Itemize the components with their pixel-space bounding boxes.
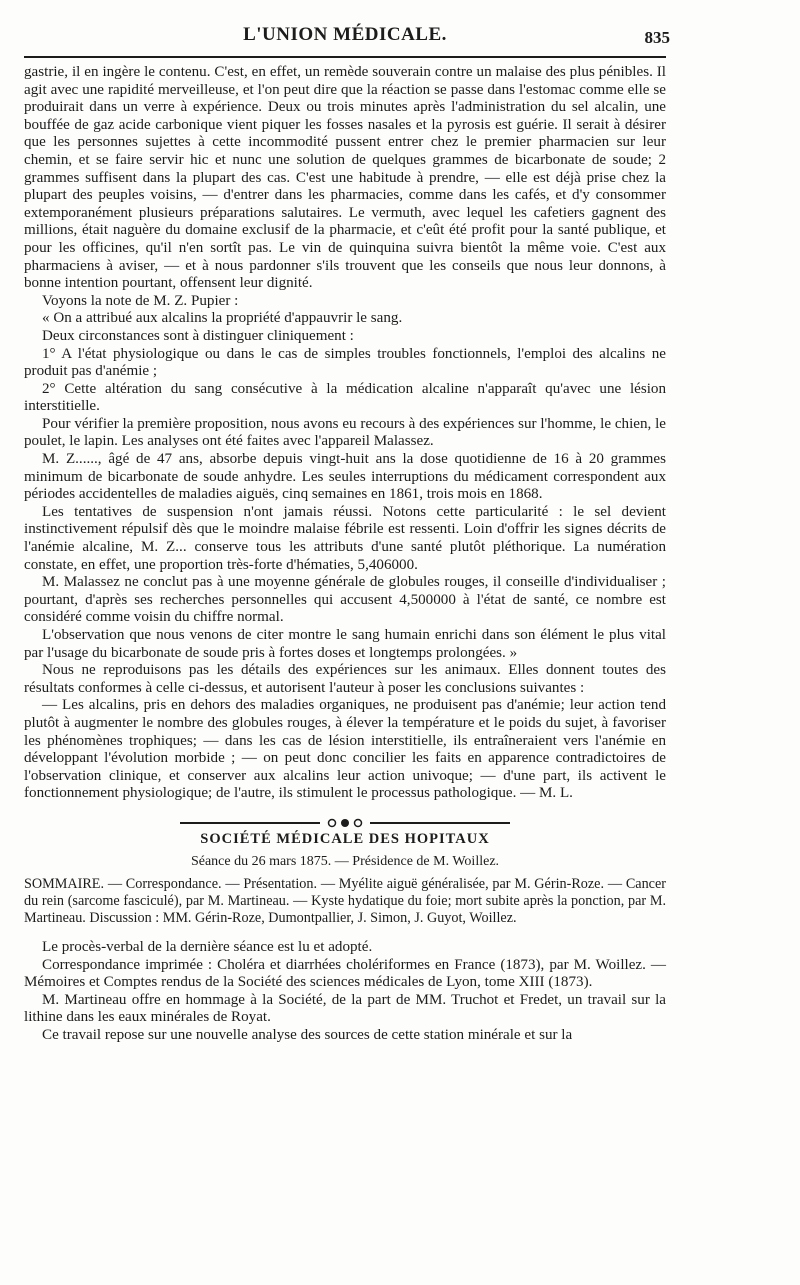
paragraph: 2° Cette altération du sang consécutive à la médication alcaline n'apparaît qu'avec une lésion interstitielle. — [24, 380, 666, 415]
paragraph: L'observation que nous venons de citer montre le sang humain enrichi dans son élément le plus vital par l'usage du bicarbonate de soude pris à fortes doses et longtemps prolongées. » — [24, 627, 666, 661]
paragraph: 1° A l'état physiologique ou dans le cas de simples troubles fonctionnels, l'emploi des alcalins ne produit pas d'anémie ; — [24, 345, 666, 380]
session-summary: SOMMAIRE. — Correspondance. — Présentation. — Myélite aiguë généralisée, par M. Gérin-Roze. — Cancer du rein (sarcome fasciculé), par M. Martineau. — Kyste hydatique du foie; mort subite après la ponction, par M. Martineau. Discussion : MM. Gérin-Roze, Dumontpallier, J. Simon, J. Guyot, Woillez. — [24, 875, 666, 926]
article-body — [24, 64, 666, 803]
paragraph: Voyons la note de M. Z. Pupier : — [42, 292, 239, 309]
paragraph: Deux circonstances sont à distinguer cliniquement : — [42, 327, 354, 344]
spacer — [24, 927, 666, 939]
paragraph: M. Z......, âgé de 47 ans, absorbe depuis vingt-huit ans la dose quotidienne de 16 à 20 grammes minimum de bicarbonate de soude anhydre. Les seules interruptions du médicament correspondent aux périodes accidentelles de maladies aiguës, cinq semaines en 1861, trois mois en 1868. — [24, 451, 666, 503]
session-line: Séance du 26 mars 1875. — Présidence de M. Woillez. — [190, 853, 500, 869]
paragraph: Le procès-verbal de la dernière séance est lu et adopté. — [42, 938, 373, 955]
header-rule — [24, 56, 666, 58]
paragraph: M. Malassez ne conclut pas à une moyenne générale de globules rouges, il conseille d'individualiser ; pourtant, d'après ses recherches personnelles qui accusent 4,500000 à l'état de santé, ce nombre est considéré comme voisin du chiffre normal. — [24, 574, 666, 626]
paragraph: — Les alcalins, pris en dehors des maladies organiques, ne produisent pas d'anémie; leur action tend plutôt à augmenter le nombre des globules rouges, à élever la température et le poids du sujet, à favoriser les phénomènes trophiques; — dans les cas de lésion interstitielle, ils entraîneraient vers l'anémie en développant l'évolution morbide ; — on peut donc concilier les faits en apparence contradictoires de l'observation clinique, et conserver aux alcalins leur action univoque; — d'une part, ils activent le fonctionnement physiologique; de l'autre, ils stimulent le processus pathologique. — M. L. — [24, 697, 666, 802]
paragraph: Correspondance imprimée : Choléra et diarrhées cholériformes en France (1873), par M. Woillez. — Mémoires et Comptes rendus de la Société des sciences médicales de Lyon, tome XIII (1873). — [24, 956, 666, 991]
ornament-rule-icon — [180, 818, 510, 828]
journal-page — [24, 20, 670, 1045]
running-title: L'UNION MÉDICALE. — [243, 24, 447, 45]
paragraph: « On a attribué aux alcalins la propriété d'appauvrir le sang. — [42, 310, 403, 327]
session-body — [24, 939, 666, 1045]
page-number: 835 — [644, 28, 670, 47]
paragraph: Nous ne reproduisons pas les détails des expériences sur les animaux. Elles donnent toutes des résultats conformes à celle ci-dessus, et autorisent l'auteur à poser les conclusions suivantes : — [24, 662, 666, 696]
paragraph: M. Martineau offre en hommage à la Société, de la part de MM. Truchot et Fredet, un travail sur la lithine dans les eaux minérales de Royat. — [24, 991, 666, 1026]
paragraph: Ce travail repose sur une nouvelle analyse des sources de cette station minérale et sur la — [42, 1026, 573, 1043]
section-ornament — [24, 815, 666, 825]
page-header — [24, 20, 670, 54]
society-title: SOCIÉTÉ MÉDICALE DES HOPITAUX — [200, 830, 490, 847]
paragraph: Les tentatives de suspension n'ont jamais réussi. Notons cette particularité : le sel devient instinctivement répulsif dès que le moindre malaise fébrile est ressenti. Loin d'offrir les signes décrits de l'anémie alcaline, M. Z... conserve tous les attributs d'une santé plutôt pléthorique. La numération constate, en effet, une proportion très-forte d'hématies, 5,406000. — [24, 503, 666, 573]
paragraph: Pour vérifier la première proposition, nous avons eu recours à des expériences sur l'homme, le chien, le poulet, le lapin. Les analyses ont été faites avec l'appareil Malassez. — [24, 415, 666, 450]
paragraph: gastrie, il en ingère le contenu. C'est, en effet, un remède souverain contre un malaise des plus pénibles. Il agit avec une rapidité merveilleuse, et l'on peut dire que la réaction se passe dans l'estomac comme elle se produirait dans un verre à expérience. Deux ou trois minutes après l'administration du sel alcalin, une bouffée de gaz acide carbonique vient piquer les fosses nasales et la pyrosis est guérie. Il serait à désirer que les personnes sujettes à cette incommodité pussent entrer chez le premier pharmacien sur leur chemin, et se faire servir hic et nunc une solution de quelques grammes de bicarbonate de soude; 2 grammes suffisent dans la plupart des cas. C'est une habitude à prendre, — elle est déjà prise chez la plupart des peuples voisins, — d'entrer dans les pharmacies, comme dans les cafés, et d'y consommer extemporanément plusieurs préparations salutaires. Le vermuth, avec lequel les cafetiers gagnent des millions, était naguère du domaine exclusif de la pharmacie, et c'eût été profit pour la santé publique, et pour les officines, qu'il n'en sortît pas. Le vin de quinquina suivra bientôt la même voie. C'est aux pharmaciens à aviser, — et à nous pardonner s'ils trouvent que les conseils que nous leur donnons, à bonne intention pourtant, offensent leur dignité. — [24, 64, 666, 292]
